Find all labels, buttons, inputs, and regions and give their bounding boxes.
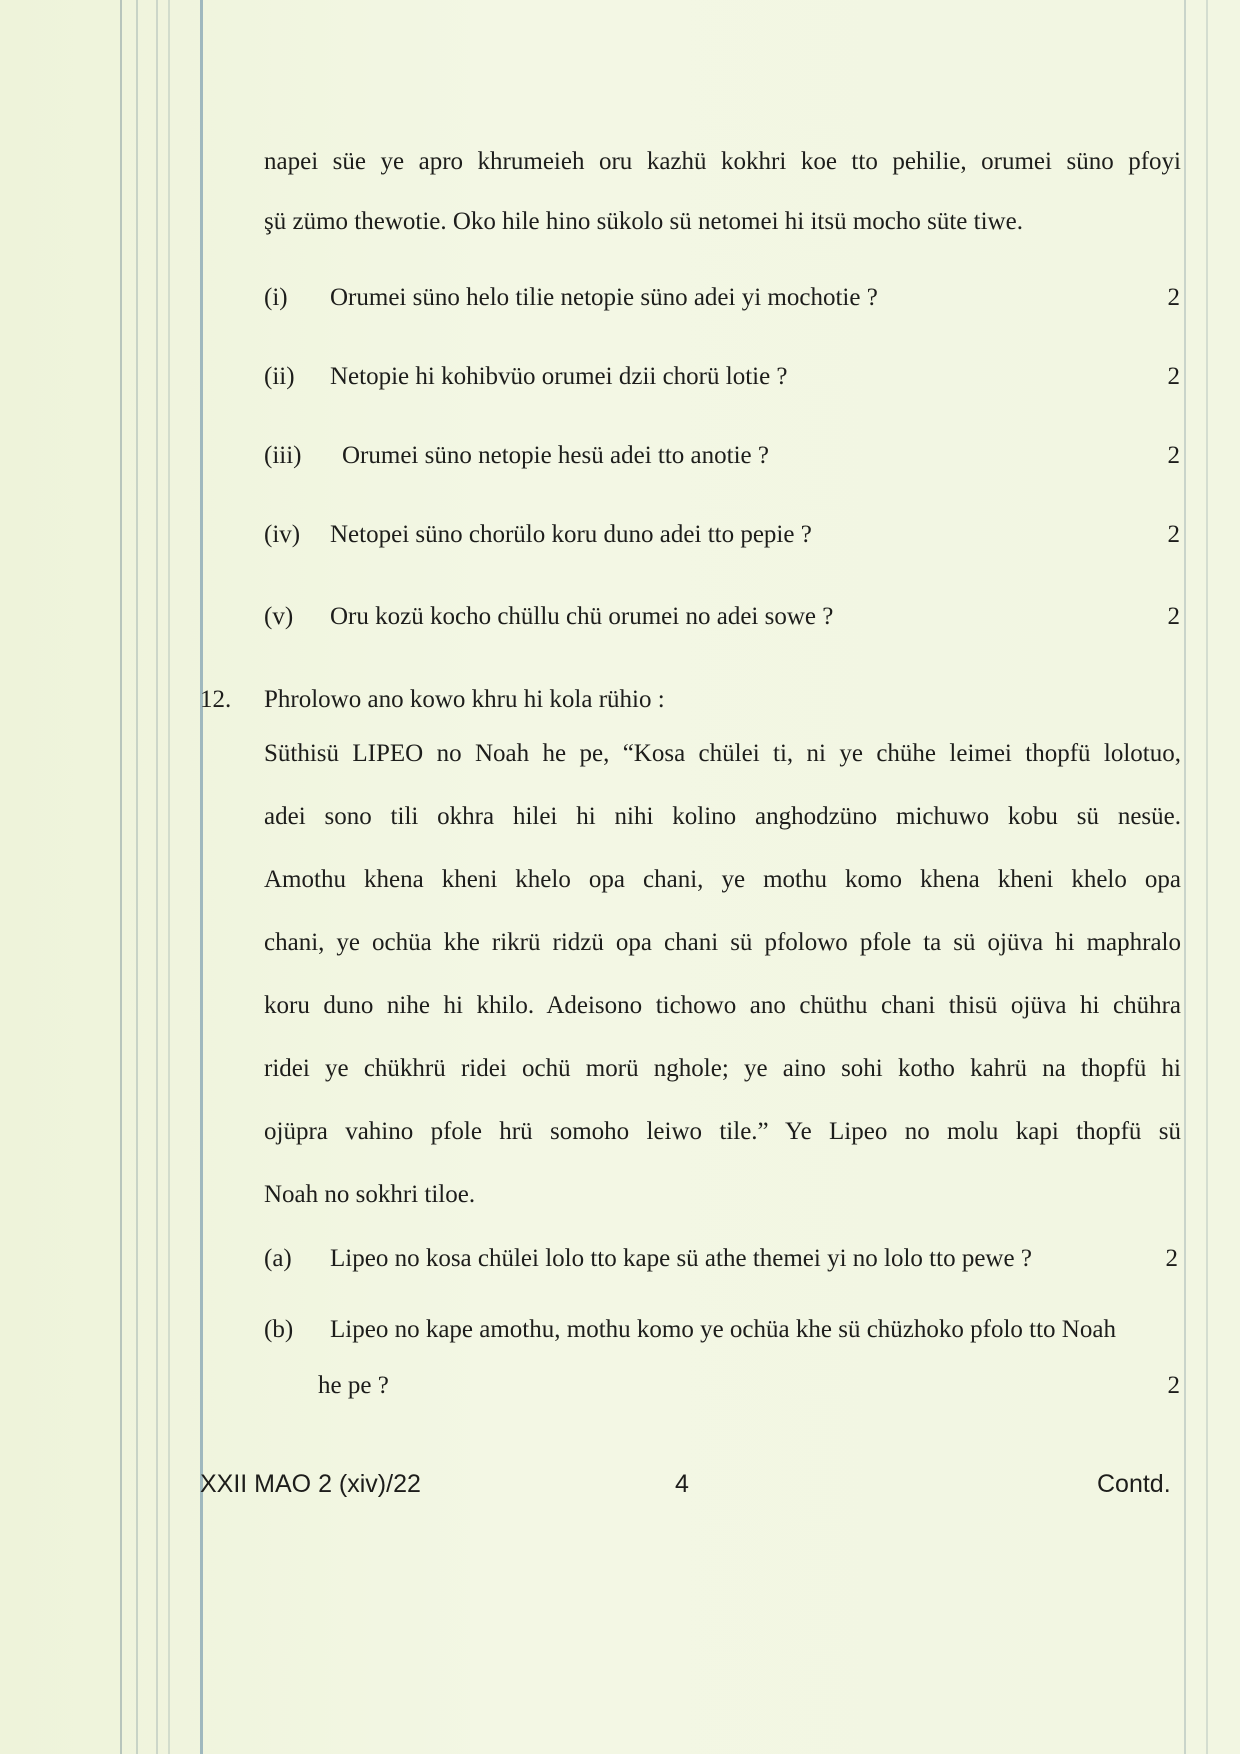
page-edge-line [136, 0, 138, 1754]
page-edge-line [168, 0, 170, 1754]
question-text: Netopei süno chorülo koru duno adei tto pepie ? [330, 521, 812, 548]
sub-question-text: Lipeo no kape amothu, mothu komo ye ochüa khe sü chüzhoko pfolo tto Noah [330, 1316, 1116, 1343]
question-number: (ii) [264, 363, 295, 390]
sub-question-text-continued: he pe ? [318, 1372, 389, 1399]
question-text: Orumei süno helo tilie netopie süno adei yi mochotie ? [330, 284, 878, 311]
page-edge-line [156, 0, 158, 1754]
question-marks: 2 [1167, 603, 1180, 630]
question-marks: 2 [1167, 442, 1180, 469]
sub-question-text: Lipeo no kosa chülei lolo tto kape sü athe themei yi no lolo tto pewe ? [330, 1245, 1032, 1272]
question-marks: 2 [1167, 284, 1180, 311]
page-number: 4 [675, 1470, 689, 1498]
sub-question-marks: 2 [1167, 1372, 1180, 1399]
question-number: (iv) [264, 521, 301, 548]
page-edge-line [1184, 0, 1186, 1754]
continued-label: Contd. [1097, 1470, 1171, 1498]
passage-line: Noah no sokhri tiloe. [264, 1181, 476, 1208]
question-number: (iii) [264, 442, 302, 469]
paper-code: XXII MAO 2 (xiv)/22 [200, 1470, 421, 1498]
sub-question-number: (a) [264, 1245, 292, 1272]
intro-line-1: napei süe ye apro khrumeieh oru kazhü kokhri koe tto pehilie, orumei süno pfoyi [264, 148, 1181, 175]
question-text: Netopie hi kohibvüo orumei dzii chorü lotie ? [330, 363, 788, 390]
passage-line: adei sono tili okhra hilei hi nihi kolino anghodzüno michuwo kobu sü nesüe. [264, 803, 1181, 830]
page-edge-line [1206, 0, 1208, 1754]
passage-line: Süthisü LIPEO no Noah he pe, “Kosa chülei ti, ni ye chühe leimei thopfü lolotuo, [264, 740, 1181, 767]
question-marks: 2 [1167, 363, 1180, 390]
sub-question-marks: 2 [1165, 1245, 1178, 1272]
page-edge-line [120, 0, 122, 1754]
question-number: (v) [264, 603, 294, 630]
question-12-heading: Phrolowo ano kowo khru hi kola rühio : [264, 686, 665, 713]
passage-line: ridei ye chükhrü ridei ochü morü nghole; ye aino sohi kotho kahrü na thopfü hi [264, 1055, 1181, 1082]
passage-line: koru duno nihe hi khilo. Adeisono tichowo ano chüthu chani thisü ojüva hi chühra [264, 992, 1181, 1019]
question-12-number: 12. [200, 686, 232, 713]
question-number: (i) [264, 284, 288, 311]
passage-line: Amothu khena kheni khelo opa chani, ye mothu komo khena kheni khelo opa [264, 866, 1181, 893]
sub-question-number: (b) [264, 1316, 294, 1343]
question-marks: 2 [1167, 521, 1180, 548]
question-text: Oru kozü kocho chüllu chü orumei no adei sowe ? [330, 603, 834, 630]
question-text: Orumei süno netopie hesü adei tto anotie ? [342, 442, 769, 469]
passage-line: ojüpra vahino pfole hrü somoho leiwo tile.” Ye Lipeo no molu kapi thopfü sü [264, 1118, 1181, 1145]
intro-line-2: şü zümo thewotie. Oko hile hino sükolo sü netomei hi itsü mocho süte tiwe. [264, 208, 1023, 235]
passage-line: chani, ye ochüa khe rikrü ridzü opa chani sü pfolowo pfole ta sü ojüva hi maphralo [264, 929, 1181, 956]
